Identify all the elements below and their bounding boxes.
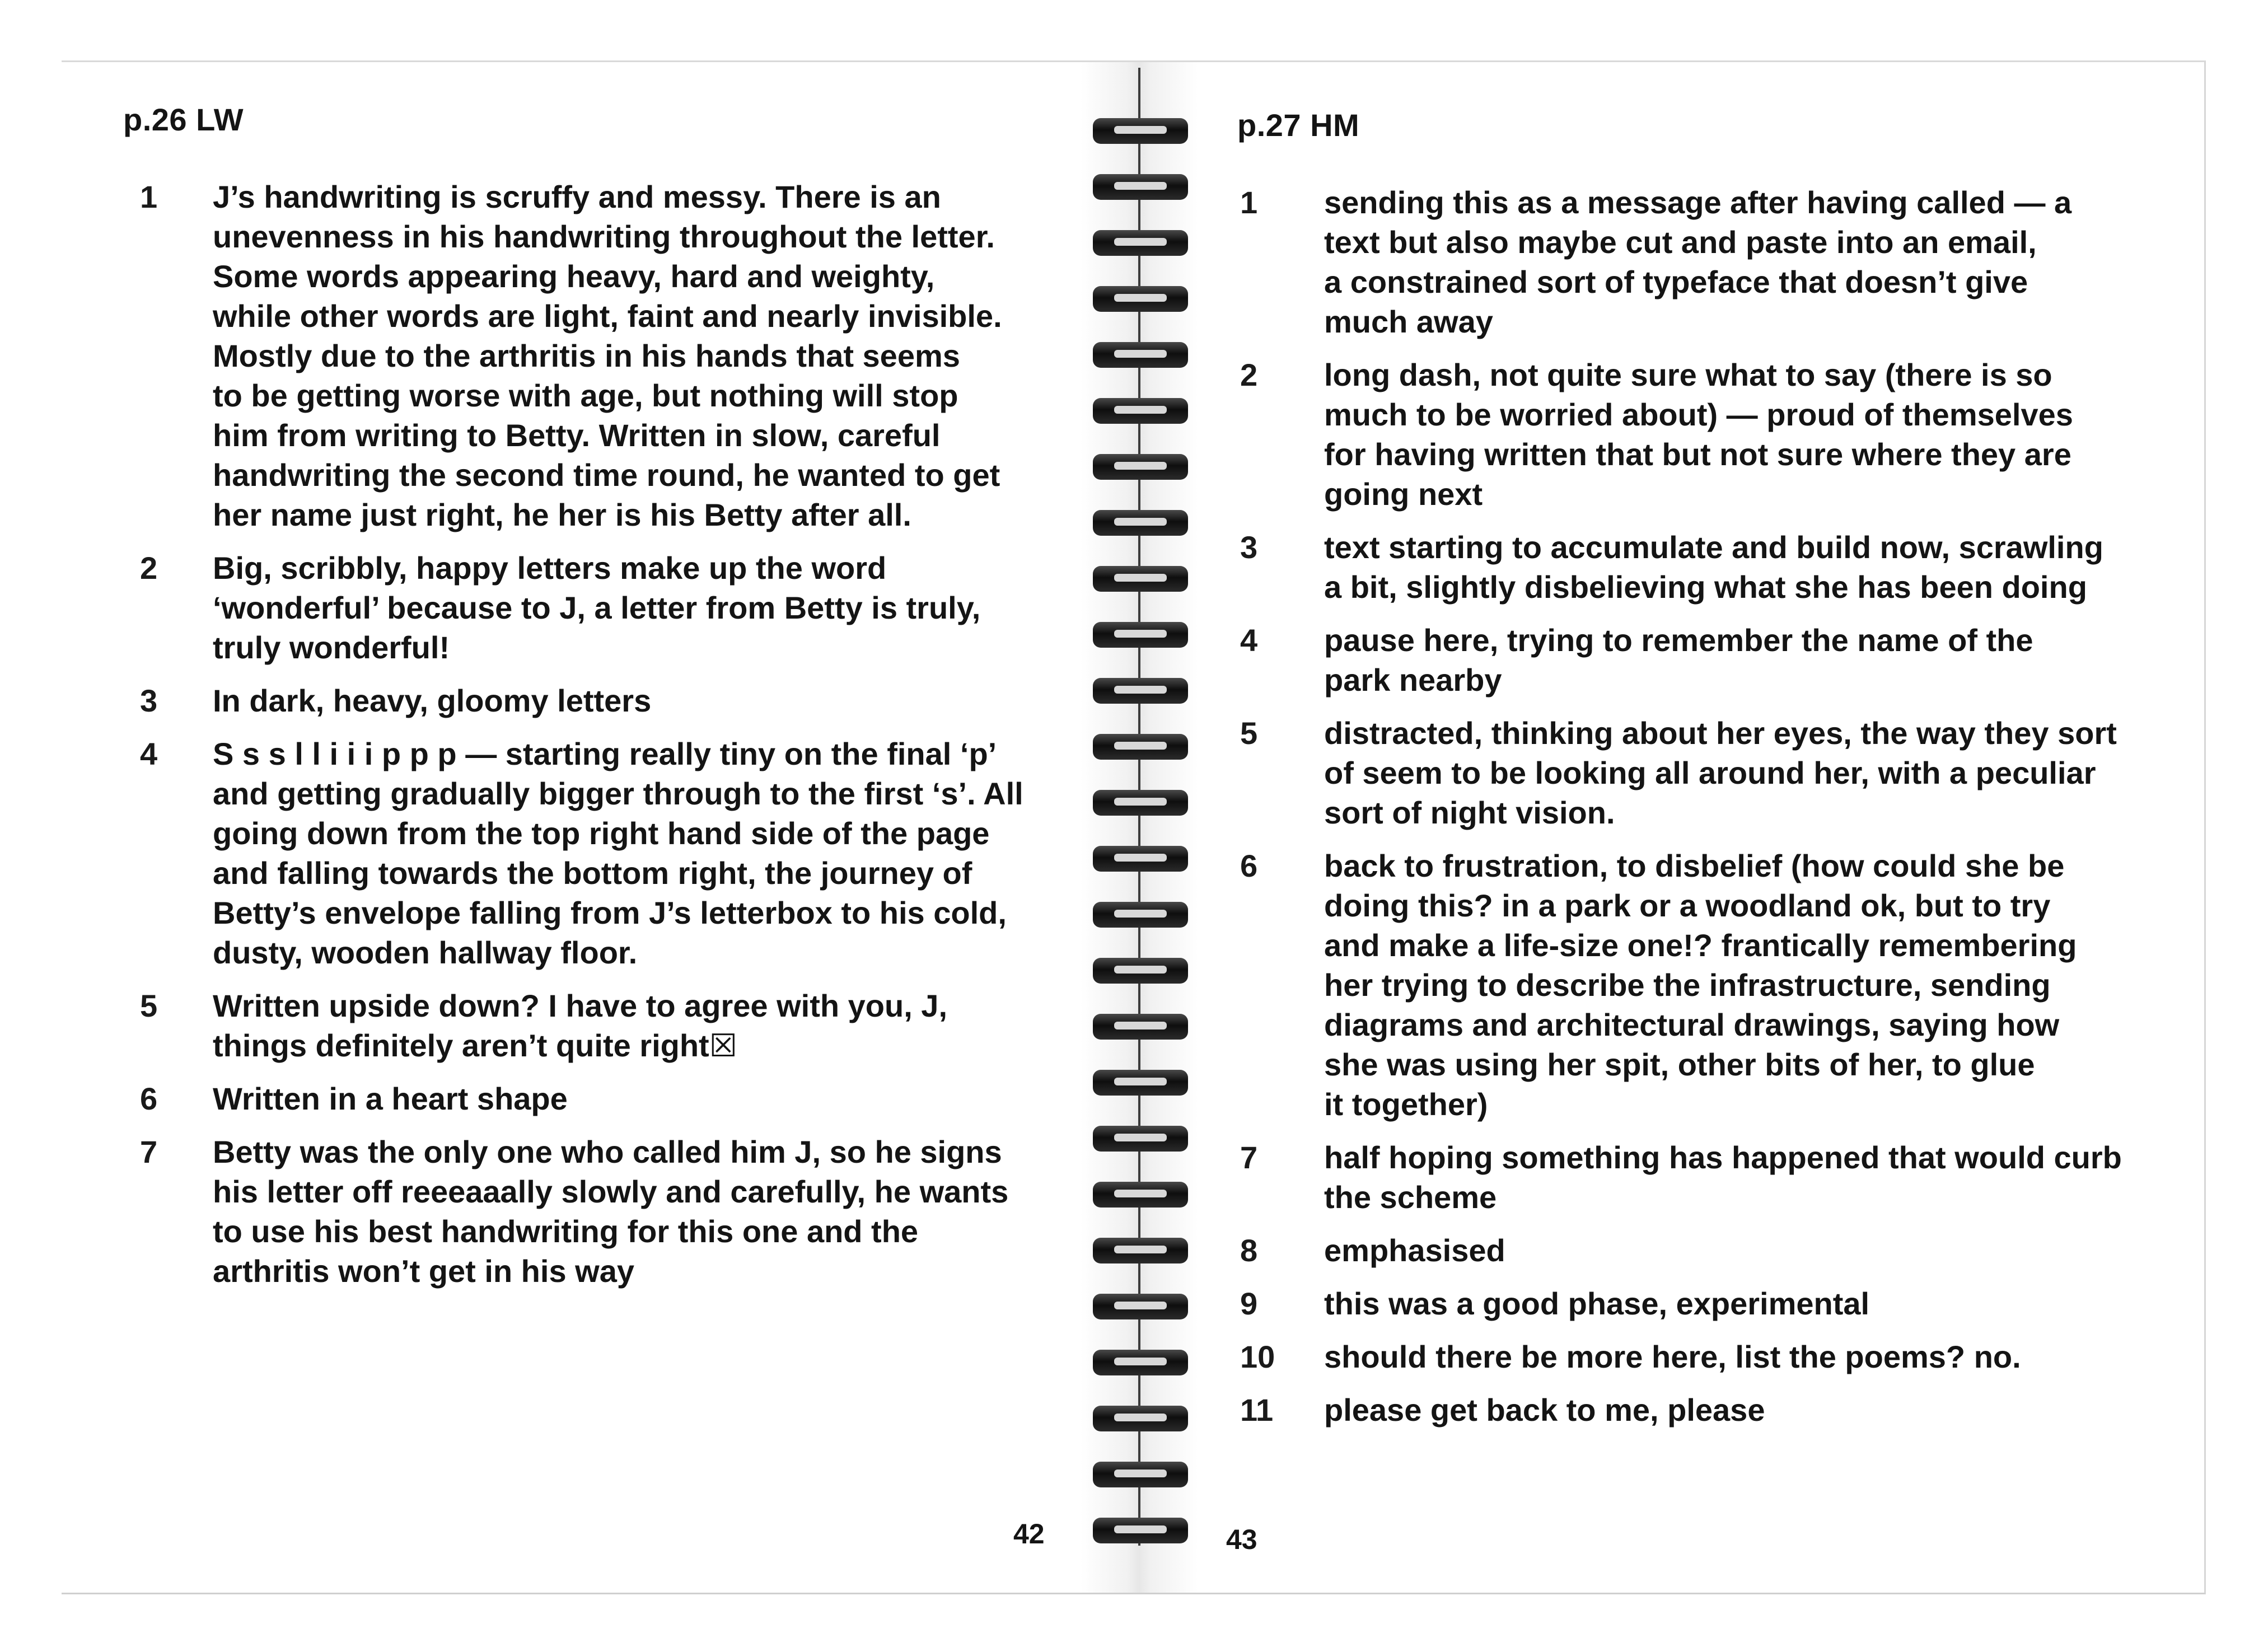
binding-ring	[1093, 1294, 1188, 1319]
note-text: long dash, not quite sure what to say (there is so much to be worried about) — proud of themselves for having written that but not sure where they are going next	[1324, 357, 2073, 512]
notes-list	[140, 177, 1081, 1304]
note-text: In dark, heavy, gloomy letters	[213, 683, 652, 718]
note-item	[1240, 527, 2192, 607]
note-text: sending this as a message after having called — a text but also maybe cut and paste into an email, a constrained sort of typeface that doesn’t give much away	[1324, 185, 2072, 339]
binding-ring	[1093, 958, 1188, 984]
note-text: please get back to me, please	[1324, 1392, 1765, 1428]
note-item	[140, 1132, 1081, 1291]
open-notebook	[62, 60, 2206, 1594]
note-number: 10	[1240, 1339, 1275, 1374]
right-page	[1176, 62, 2206, 1593]
note-number: 11	[1240, 1392, 1274, 1428]
note-text: text starting to accumulate and build now, scrawling a bit, slightly disbelieving what she has been doing	[1324, 530, 2103, 605]
note-item	[1240, 713, 2192, 832]
page-heading: p.26 LW	[123, 102, 244, 137]
binding-ring	[1093, 622, 1188, 648]
binding-ring	[1093, 566, 1188, 592]
left-page	[62, 62, 1092, 1593]
note-item	[1240, 1138, 2192, 1217]
note-number: 3	[140, 683, 158, 718]
note-item	[1240, 1284, 2192, 1323]
note-number: 6	[1240, 848, 1258, 883]
note-text: Written upside down? I have to agree with you, J, things definitely aren’t quite right☒	[213, 988, 948, 1063]
note-item	[1240, 355, 2192, 514]
note-number: 4	[140, 736, 158, 771]
notes-list	[1240, 182, 2192, 1443]
note-number: 2	[1240, 357, 1258, 392]
binding-ring	[1093, 230, 1188, 256]
note-number: 9	[1240, 1286, 1258, 1321]
note-text: half hoping something has happened that would curb the scheme	[1324, 1140, 2122, 1215]
note-number: 3	[1240, 530, 1258, 565]
note-item	[140, 177, 1081, 535]
note-item	[140, 986, 1081, 1065]
note-item	[1240, 846, 2192, 1124]
page-number: 42	[1013, 1518, 1045, 1550]
note-text: Written in a heart shape	[213, 1081, 568, 1116]
note-number: 1	[140, 179, 158, 214]
note-number: 8	[1240, 1233, 1258, 1268]
note-number: 7	[1240, 1140, 1258, 1175]
binding-ring	[1093, 1182, 1188, 1208]
binding-ring	[1093, 1406, 1188, 1431]
binding-ring	[1093, 846, 1188, 872]
page-heading: p.27 HM	[1237, 107, 1360, 143]
note-number: 1	[1240, 185, 1258, 220]
binding-ring	[1093, 1518, 1188, 1543]
note-number: 2	[140, 550, 158, 586]
note-text: J’s handwriting is scruffy and messy. There is an unevenness in his handwriting throughout the letter. Some words appearing heavy, hard and weighty, while other words are light, faint and nearly invisible. Mostly due to the arthritis in his hands that seems to be getting worse with age, but nothing will stop him from writing to Betty. Written in slow, careful handwriting the second time round, he wanted to get her name just right, he her is his Betty after all.	[213, 179, 1002, 532]
note-item	[140, 734, 1081, 972]
note-text: back to frustration, to disbelief (how could she be doing this? in a park or a woodland ok, but to try and make a life-size one!? frantically remembering her trying to describe the infrastructure, sending diagrams and architectural drawings, saying how she was using her spit, other bits of her, to glue it together)	[1324, 848, 2077, 1122]
binding-ring	[1093, 342, 1188, 368]
note-item	[140, 681, 1081, 720]
binding-ring	[1093, 1126, 1188, 1152]
binding-ring	[1093, 398, 1188, 424]
note-text: S s s l l i i i p p p — starting really tiny on the final ‘p’ and getting gradually bigger through to the first ‘s’. All going down from the top right hand side of the page and falling towards the bottom right, the journey of Betty’s envelope falling from J’s letterbox to his cold, dusty, wooden hallway floor.	[213, 736, 1023, 970]
note-number: 5	[1240, 715, 1258, 751]
note-text: distracted, thinking about her eyes, the way they sort of seem to be looking all around her, with a peculiar sort of night vision.	[1324, 715, 2117, 830]
note-text: pause here, trying to remember the name of the park nearby	[1324, 623, 2033, 698]
note-text: Betty was the only one who called him J, so he signs his letter off reeeaaally slowly and carefully, he wants to use his best handwriting for this one and the arthritis won’t get in his way	[213, 1134, 1009, 1289]
binding-ring	[1093, 174, 1188, 200]
binding-ring	[1093, 1462, 1188, 1487]
binding-ring	[1093, 1238, 1188, 1263]
note-text: this was a good phase, experimental	[1324, 1286, 1870, 1321]
binding-ring	[1093, 286, 1188, 312]
note-item	[1240, 620, 2192, 700]
binding-ring	[1093, 1014, 1188, 1040]
binding-ring	[1093, 734, 1188, 760]
note-number: 4	[1240, 623, 1258, 658]
note-text: should there be more here, list the poems? no.	[1324, 1339, 2021, 1374]
note-text: emphasised	[1324, 1233, 1505, 1268]
note-number: 5	[140, 988, 158, 1023]
note-item	[1240, 1230, 2192, 1270]
note-item	[140, 1079, 1081, 1119]
note-item	[1240, 1390, 2192, 1430]
page-number: 43	[1226, 1524, 1257, 1555]
binding-ring	[1093, 1350, 1188, 1375]
note-item	[140, 548, 1081, 667]
binding-ring	[1093, 678, 1188, 704]
note-text: Big, scribbly, happy letters make up the word ‘wonderful’ because to J, a letter from Betty is truly, truly wonderful!	[213, 550, 981, 665]
binding-ring	[1093, 510, 1188, 536]
binding-ring	[1093, 1070, 1188, 1096]
note-number: 6	[140, 1081, 158, 1116]
binding-ring	[1093, 118, 1188, 144]
binding-ring	[1093, 454, 1188, 480]
binding-ring	[1093, 790, 1188, 816]
note-item	[1240, 1337, 2192, 1377]
note-number: 7	[140, 1134, 158, 1169]
binding-ring	[1093, 902, 1188, 928]
note-item	[1240, 182, 2192, 341]
